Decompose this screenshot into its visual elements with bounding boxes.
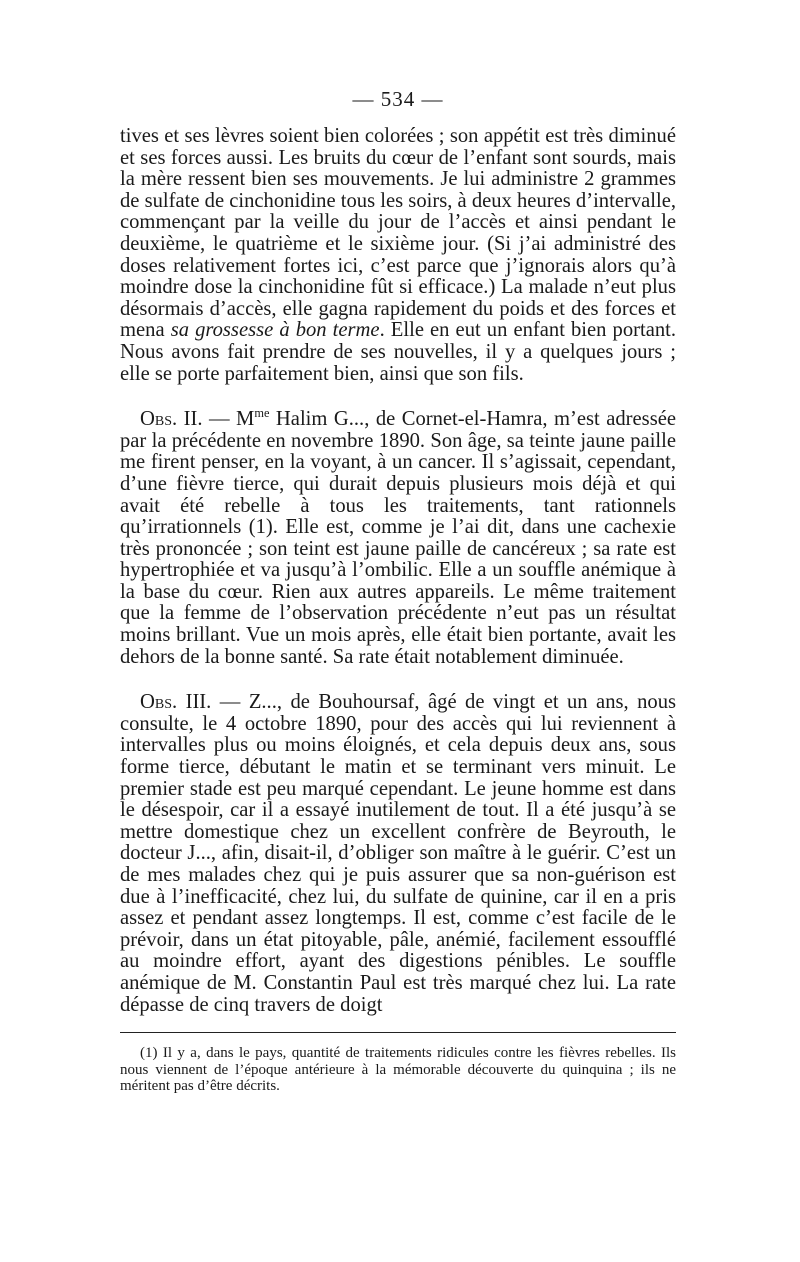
paragraph-text: . Elle en eut un enfant bien portant. Nous avons fait prendre de ses nouvelles, il y a quelques jours ; elle se porte parfaitement bien, ainsi que son fils. [120,319,677,385]
superscript: me [254,406,270,421]
observation-label: Obs. II. [140,408,203,431]
paragraph-text: — Z..., de Bouhoursaf, âgé de vingt et un ans, nous consulte, le 4 octobre 1890, pour des accès qui lui reviennent à intervalles plus ou moins éloignés, et cela depuis deux ans, sous forme tierce, débutant le matin et se terminant vers minuit. Le premier stade est peu marqué cependant. Le jeune homme est dans le désespoir, car il a essayé inutilement de tout. Il a été jusqu’à se mettre domestique chez un excellent confrère de Beyrouth, le docteur J..., afin, disait-il, d’obliger son maître à le guérir. C’est un de mes malades chez qui je puis assurer que sa non-guérison est due à l’inefficacité, chez lui, du sulfate de quinine, car il en a pris assez et pendant assez longtemps. Il est, comme c’est facile de le prévoir, dans un état pitoyable, pâle, anémié, facilement essoufflé au moindre effort, ayant des digestions pénibles. Le souffle anémique de M. Constantin Paul est très marqué chez lui. La rate dépasse de cinq travers de doigt [120,691,677,1016]
footnote: (1) Il y a, dans le pays, quantité de traitements ridicules contre les fièvres rebelles. Ils nous viennent de l’époque antérieure à la mémorable découverte du quinquina ; ils ne méritent pas d’être décrits. [120,1045,676,1095]
footnote-divider [120,1032,676,1033]
observation-3 [120,692,676,1016]
italic-phrase: sa grossesse à bon terme [170,319,380,342]
paragraph-continuation [120,126,676,385]
paragraph-text: tives et ses lèvres soient bien colorées ; son appétit est très diminué et ses forces aussi. Les bruits du cœur de l’enfant sont sourds, mais la mère ressent bien ses mouvements. Je lui administre 2 grammes de sulfate de cinchonidine tous les soirs, à deux heures d’intervalle, commençant par la veille du jour de l’accès et ainsi pendant le deuxième, le quatrième et le sixième jour. (Si j’ai administré des doses relativement fortes ici, c’est parce que j’ignorais alors qu’à moindre dose la cinchonidine fût si efficace.) La malade n’eut plus désormais d’accès, elle gagna rapidement du poids et des forces et mena [120,125,676,342]
paragraph-text: — M [202,408,255,431]
observation-label: Obs. III. [140,691,212,714]
book-page [120,86,676,1095]
observation-2 [120,406,676,668]
page-number: — 534 — [352,87,444,111]
paragraph-text: Halim G..., de Cornet-el-Hamra, m’est adressée par la précédente en novembre 1890. Son âge, sa teinte jaune paille me firent penser, en la voyant, à un cancer. Il s’agissait, cependant, d’une fièvre tierce, qui durait depuis plusieurs mois déjà et qui avait été rebelle à tous les traitements, tant rationnels qu’irrationnels (1). Elle est, comme je l’ai dit, dans une cachexie très prononcée ; son teint est jaune paille de cancéreux ; sa rate est hypertrophiée et va jusqu’à l’ombilic. Elle a un souffle anémique à la base du cœur. Rien aux autres appareils. Le même traitement que la femme de l’observation précédente n’eut pas un résultat moins brillant. Vue un mois après, elle était bien portante, avait les dehors de la bonne santé. Sa rate était notablement diminuée. [120,408,676,668]
